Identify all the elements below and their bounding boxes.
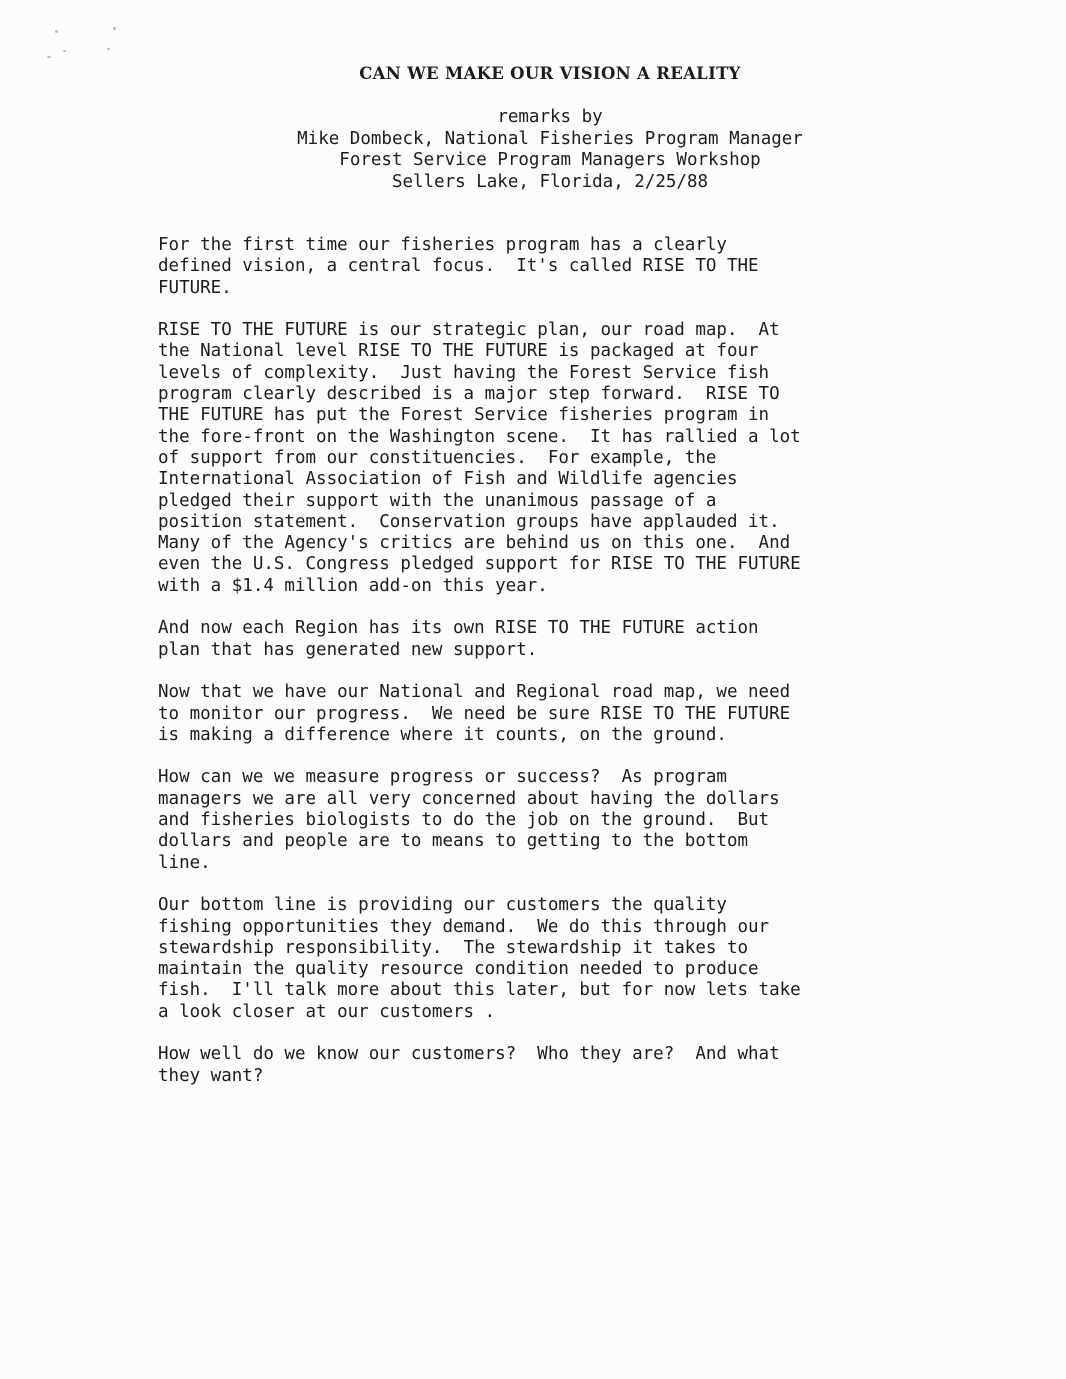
document-title: CAN WE MAKE OUR VISION A REALITY — [359, 64, 741, 83]
text-line: FUTURE. — [158, 277, 232, 298]
paper-speck — [107, 48, 110, 50]
paragraph — [158, 1044, 958, 1087]
paper-speck — [47, 56, 51, 58]
location-date-line: Sellers Lake, Florida, 2/25/88 — [391, 171, 709, 192]
text-line: How can we we measure progress or success? As program — [158, 767, 727, 788]
remarks-by-line: remarks by — [497, 107, 603, 127]
text-line: RISE TO THE FUTURE is our strategic plan, our road map. At — [158, 320, 780, 341]
text-line: of support from our constituencies. For example, the — [158, 447, 717, 468]
text-line: International Association of Fish and Wildlife agencies — [158, 469, 738, 490]
text-line: Now that we have our National and Regional road map, we need — [158, 682, 791, 703]
document-body — [158, 235, 958, 1108]
text-line: pledged their support with the unanimous passage of a — [158, 490, 717, 511]
text-line: stewardship responsibility. The stewardship it takes to — [158, 937, 749, 958]
paper-speck — [63, 50, 66, 52]
text-line: position statement. Conservation groups have applauded it. — [158, 511, 780, 532]
paragraph — [158, 895, 958, 1023]
text-line: Our bottom line is providing our customers the quality — [158, 895, 727, 916]
text-line: a look closer at our customers . — [158, 1001, 496, 1022]
text-line: to monitor our progress. We need be sure RISE TO THE FUTURE — [158, 703, 791, 724]
text-line: Many of the Agency's critics are behind us on this one. And — [158, 533, 791, 554]
text-line: managers we are all very concerned about having the dollars — [158, 788, 780, 809]
event-line: Forest Service Program Managers Workshop — [339, 150, 761, 170]
text-line: with a $1.4 million add-on this year. — [158, 575, 548, 596]
text-line: program clearly described is a major step forward. RISE TO — [158, 384, 780, 405]
text-line: levels of complexity. Just having the Forest Service fish — [158, 362, 770, 383]
text-line: even the U.S. Congress pledged support for RISE TO THE FUTURE — [158, 554, 801, 575]
text-line: THE FUTURE has put the Forest Service fisheries program in — [158, 405, 770, 426]
paper-speck — [113, 27, 116, 30]
paper-speck — [55, 30, 58, 33]
text-line: dollars and people are to means to getting to the bottom — [158, 831, 749, 852]
text-line: For the first time our fisheries program has a clearly — [158, 235, 727, 255]
text-line: the fore-front on the Washington scene. It has rallied a lot — [158, 426, 801, 447]
text-line: How well do we know our customers? Who they are? And what — [158, 1044, 780, 1065]
paragraph — [158, 618, 958, 661]
text-line: maintain the quality resource condition needed to produce — [158, 959, 759, 980]
text-line: defined vision, a central focus. It's called RISE TO THE — [158, 256, 759, 277]
paragraph — [158, 235, 958, 299]
text-line: line. — [158, 852, 211, 873]
text-line: fishing opportunities they demand. We do this through our — [158, 916, 770, 937]
speech-header — [0, 107, 1066, 193]
text-line: fish. I'll talk more about this later, but for now lets take — [158, 980, 801, 1001]
speaker-line: Mike Dombeck, National Fisheries Program Manager — [297, 128, 803, 149]
paragraph — [158, 682, 958, 746]
text-line: the National level RISE TO THE FUTURE is packaged at four — [158, 341, 759, 362]
text-line: and fisheries biologists to do the job on the ground. But — [158, 810, 770, 831]
text-line: they want? — [158, 1065, 264, 1086]
paragraph — [158, 767, 958, 873]
text-line: And now each Region has its own RISE TO THE FUTURE action — [158, 618, 759, 639]
paragraph — [158, 320, 958, 597]
text-line: is making a difference where it counts, on the ground. — [158, 724, 727, 745]
text-line: plan that has generated new support. — [158, 639, 538, 660]
